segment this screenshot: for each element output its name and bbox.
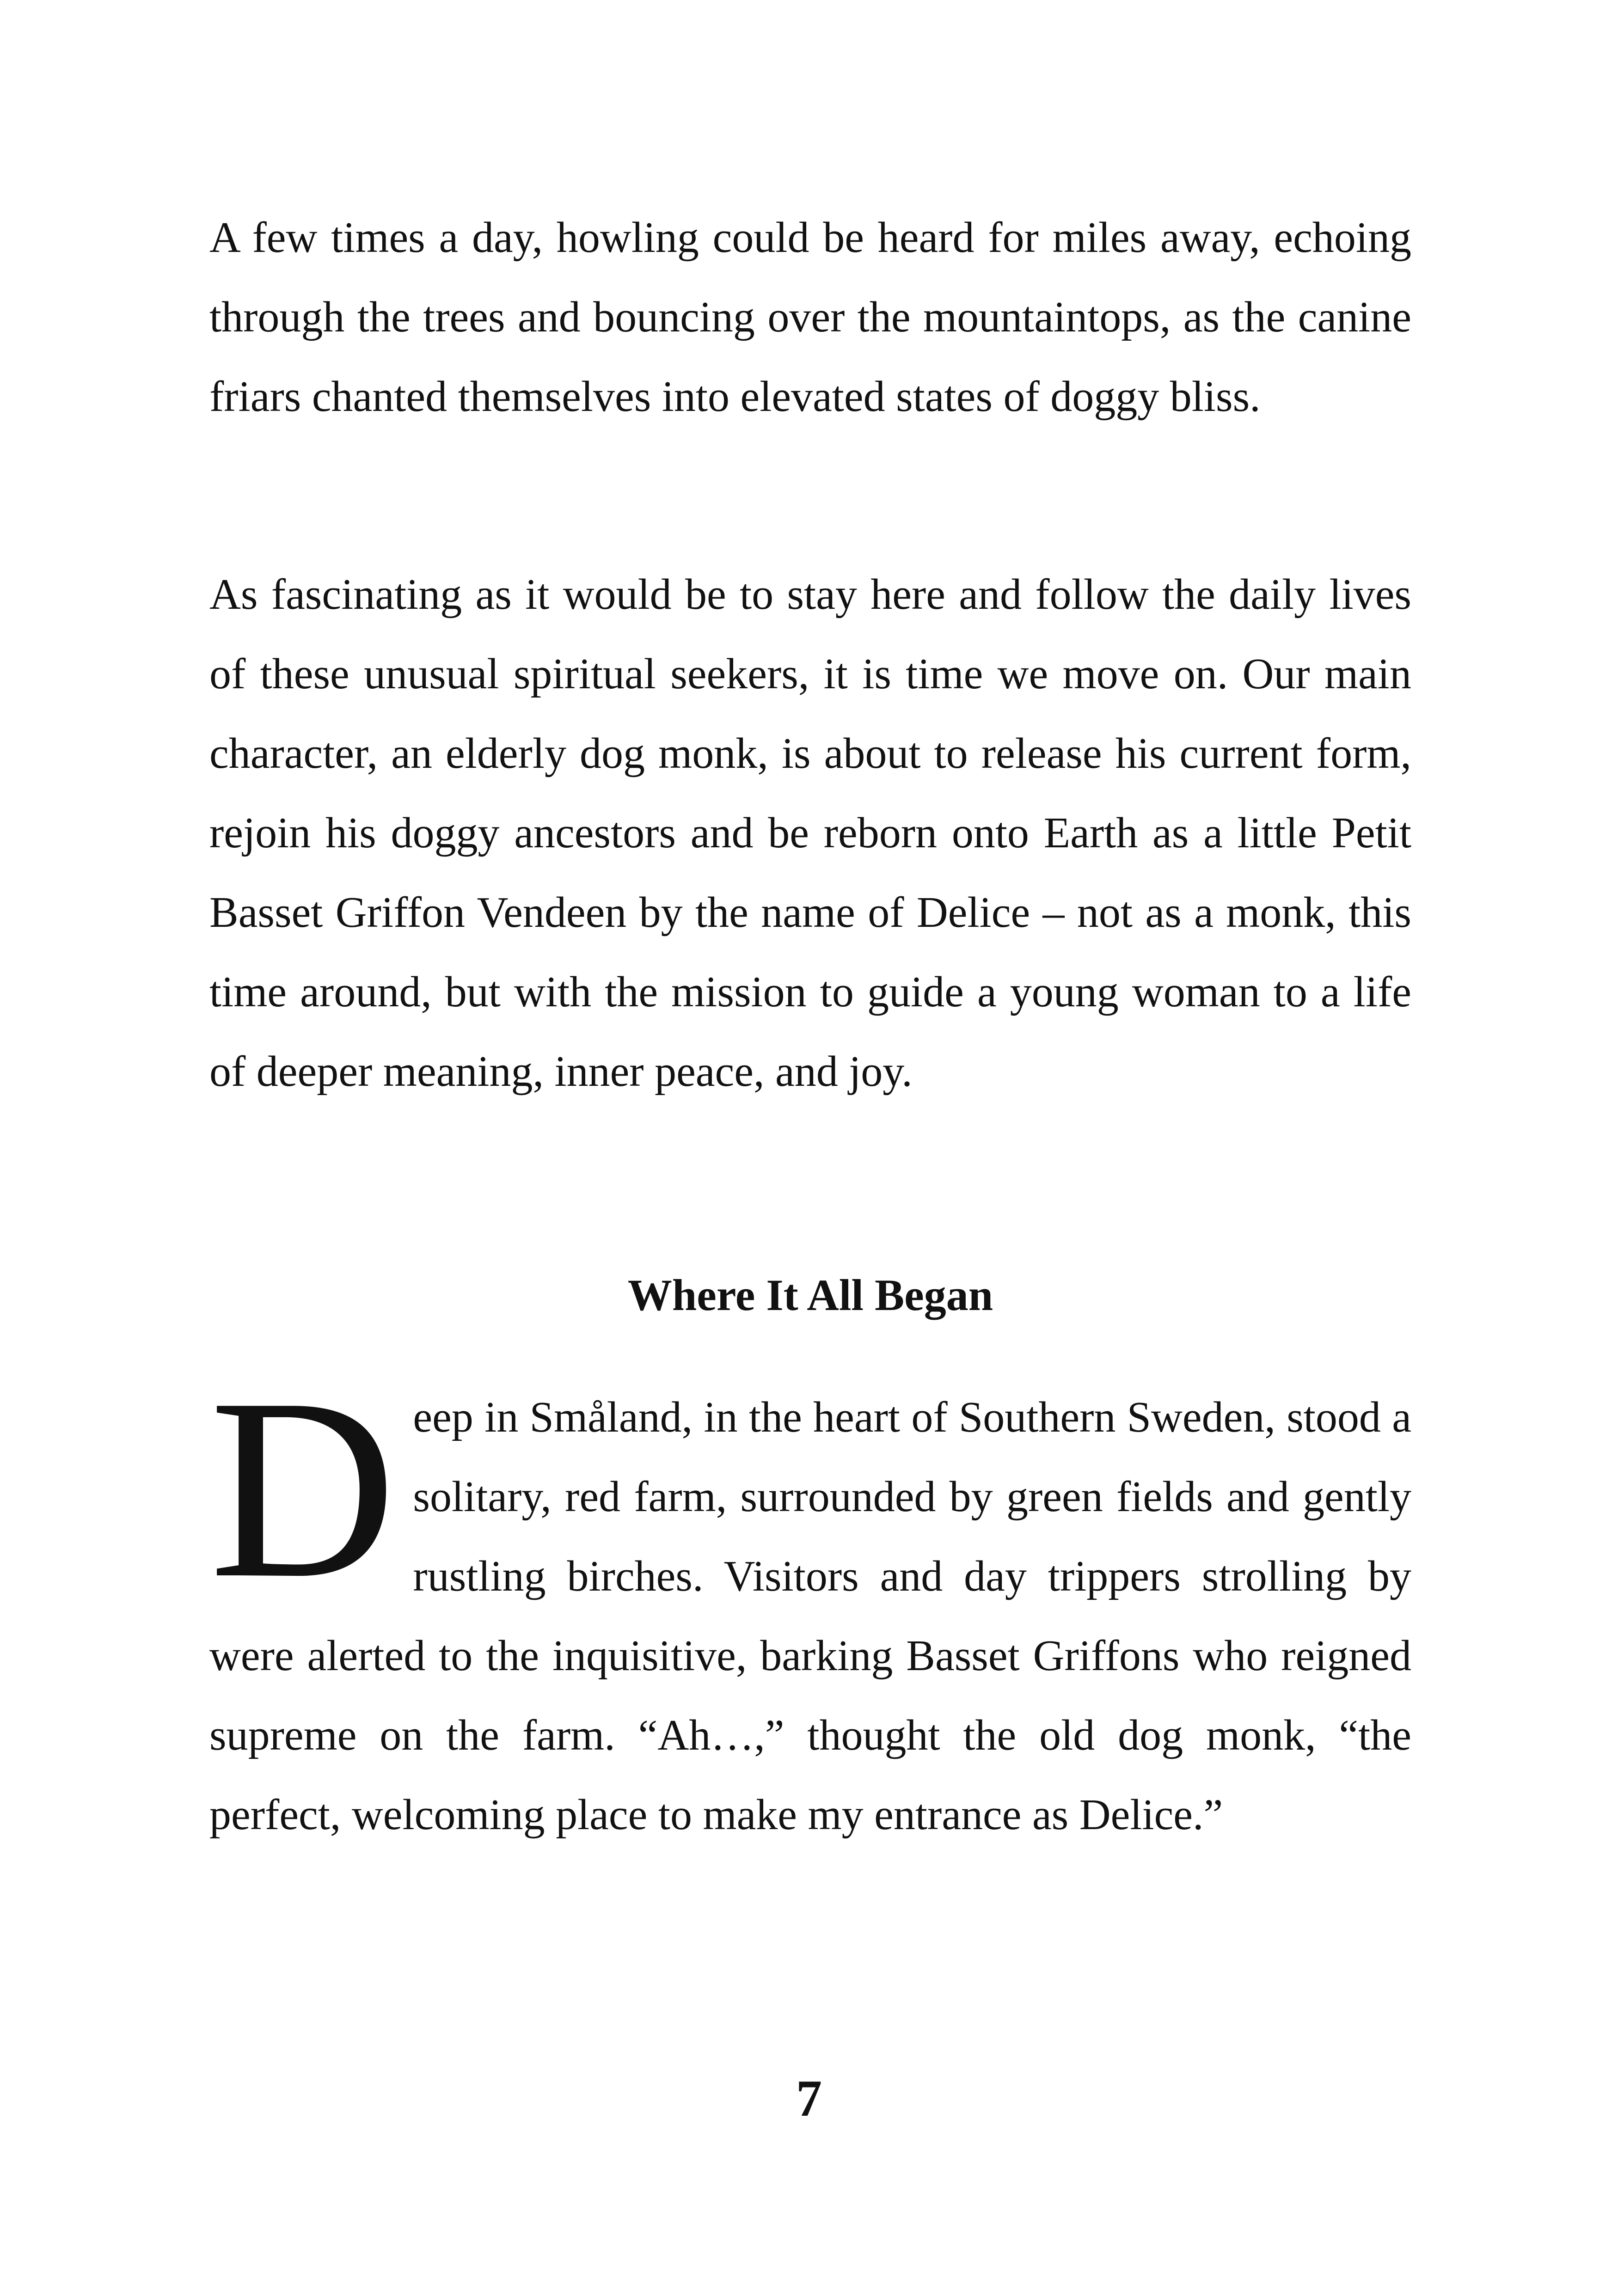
paragraph: A few times a day, howling could be heard for miles away, echoing through the trees and bouncing over the mountaintops, as the canine friars chanted themselves into elevated states of doggy bliss.: [209, 214, 1411, 421]
section-heading: Where It All Began: [627, 1270, 993, 1320]
section-body-paragraph: [209, 1345, 1411, 1855]
paragraph: As fascinating as it would be to stay here and follow the daily lives of these unusual spiritual seekers, it is time we move on. Our main character, an elderly dog monk, is about to release his current form, rejoin his doggy ancestors and be reborn onto Earth as a little Petit Basset Griffon Vendeen by the name of Delice – not as a monk, this time around, but with the mission to guide a young woman to a life of deeper meaning, inner peace, and joy.: [209, 570, 1411, 1096]
section-body-text: eep in Småland, in the heart of Southern Sweden, stood a solitary, red farm, surrounded by green fields and gently rustling birches. Visitors and day trippers strolling by were alerted to the inquisitive, barking Basset Griffons who reigned supreme on the farm. “Ah…,” thought the old dog monk, “the perfect, welcoming place to make my entrance as Delice.”: [209, 1393, 1411, 1839]
drop-cap-letter: D: [209, 1345, 397, 1632]
paragraph-2-container: [209, 555, 1411, 1111]
paragraph-1-container: [209, 198, 1411, 436]
page-number: 7: [796, 2070, 822, 2127]
